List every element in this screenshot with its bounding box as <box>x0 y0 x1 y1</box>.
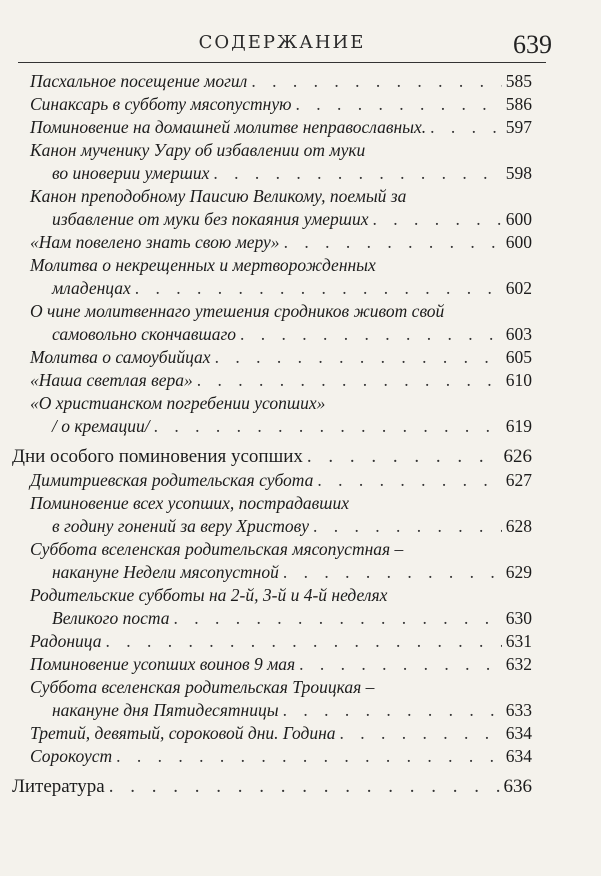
toc-entry-page: 628 <box>505 516 532 536</box>
leader-dots <box>174 607 502 630</box>
toc-entry-title: Молитва о некрещенных и мертворожденных <box>30 255 376 275</box>
toc-entry <box>30 139 532 185</box>
toc-line <box>30 653 532 676</box>
toc-entry-page: 600 <box>505 232 532 252</box>
toc-line <box>30 722 532 745</box>
toc-entry-title: Суббота вселенская родительская мясопустная – <box>30 539 404 559</box>
toc-entry-title: во иноверии умерших <box>52 163 210 183</box>
toc-entry <box>30 538 532 584</box>
leader-dots <box>313 515 502 538</box>
toc-entry-title: Суббота вселенская родительская Троицкая – <box>30 677 375 697</box>
toc-entry-page: 632 <box>505 654 532 674</box>
toc-entry-page: 585 <box>505 71 532 91</box>
toc-line <box>12 444 532 469</box>
toc-entry-title: Молитва о самоубийцах <box>30 347 211 367</box>
toc-entry-page: 586 <box>505 94 532 114</box>
leader-dots <box>154 415 502 438</box>
toc-entry-page: 619 <box>505 416 532 436</box>
toc-line <box>30 300 532 323</box>
toc-line <box>30 676 532 699</box>
leader-dots <box>430 116 502 139</box>
header-title: СОДЕРЖАНИЕ <box>198 32 366 53</box>
toc-line <box>30 185 532 208</box>
toc-entry-title: Радоница <box>30 631 102 651</box>
leader-dots <box>240 323 502 346</box>
toc-entry-page: 629 <box>505 562 532 582</box>
header-page-number: 639 <box>513 30 552 59</box>
toc-entry-title: накануне Недели мясопустной <box>52 562 279 582</box>
toc-entry-title: Пасхальное посещение могил <box>30 71 248 91</box>
toc-entry-page: 598 <box>505 163 532 183</box>
leader-dots <box>307 444 500 469</box>
toc-line <box>30 346 532 369</box>
toc-entry <box>30 116 532 139</box>
toc-line <box>30 392 532 415</box>
toc-entry <box>30 346 532 369</box>
leader-dots <box>283 699 502 722</box>
running-header <box>18 22 552 62</box>
toc-line <box>30 231 532 254</box>
leader-dots <box>373 208 502 231</box>
leader-dots <box>295 93 501 116</box>
leader-dots <box>215 346 502 369</box>
leader-dots <box>135 277 502 300</box>
toc-line <box>30 70 532 93</box>
toc-entry-page: 627 <box>505 470 532 490</box>
toc-entry <box>30 492 532 538</box>
toc-entry-title: избавление от муки без покаяния умерших <box>52 209 369 229</box>
toc-entry-title: О чине молитвеннаго утешения сродников живот свой <box>30 301 445 321</box>
toc-entry-title: / о кремации/ <box>52 416 150 436</box>
toc-entry-title: Поминовение всех усопших, пострадавших <box>30 493 349 513</box>
toc-line <box>30 369 532 392</box>
toc-line <box>30 277 532 300</box>
toc-entry-page: 603 <box>505 324 532 344</box>
toc-entry <box>12 768 532 799</box>
toc-line <box>30 323 532 346</box>
toc-line <box>30 538 532 561</box>
toc-entry-title: «Наша светлая вера» <box>30 370 193 390</box>
toc-entry <box>30 676 532 722</box>
leader-dots <box>116 745 502 768</box>
toc-entry-page: 634 <box>505 723 532 743</box>
toc-entry-page: 597 <box>505 117 532 137</box>
toc-entry <box>30 584 532 630</box>
toc-entry <box>30 254 532 300</box>
toc-entry-title: накануне дня Пятидесятницы <box>52 700 279 720</box>
toc-entry <box>30 630 532 653</box>
toc-entry-page: 610 <box>505 370 532 390</box>
toc-entry-title: Поминовение усопших воинов 9 мая <box>30 654 296 674</box>
toc-entry <box>30 392 532 438</box>
toc-entry-page: 630 <box>505 608 532 628</box>
toc-entry <box>30 469 532 492</box>
toc-entry <box>30 369 532 392</box>
header-rule <box>18 62 546 63</box>
toc-line <box>30 469 532 492</box>
toc-line <box>30 607 532 630</box>
toc-line <box>12 774 532 799</box>
toc-entry-page: 636 <box>503 776 532 797</box>
toc-entry <box>30 653 532 676</box>
toc-entry-title: Родительские субботы на 2-й, 3-й и 4-й неделях <box>30 585 388 605</box>
table-of-contents <box>12 70 532 799</box>
toc-entry <box>30 185 532 231</box>
toc-entry <box>12 438 532 469</box>
toc-line <box>30 208 532 231</box>
toc-line <box>30 492 532 515</box>
toc-entry-page: 602 <box>505 278 532 298</box>
toc-entry-page: 600 <box>505 209 532 229</box>
toc-entry-title: Димитриевская родительская субота <box>30 470 314 490</box>
toc-line <box>30 139 532 162</box>
toc-entry-title: «Нам повелено знать свою меру» <box>30 232 280 252</box>
toc-entry <box>30 300 532 346</box>
toc-entry <box>30 722 532 745</box>
leader-dots <box>213 162 501 185</box>
toc-line <box>30 515 532 538</box>
toc-line <box>30 415 532 438</box>
toc-entry <box>30 231 532 254</box>
toc-entry-title: самовольно скончавшаго <box>52 324 237 344</box>
toc-line <box>30 699 532 722</box>
toc-entry <box>30 70 532 93</box>
toc-entry-title: Канон преподобному Паисию Великому, поемый за <box>30 186 407 206</box>
toc-entry-title: «О христианском погребении усопших» <box>30 393 326 413</box>
leader-dots <box>197 369 502 392</box>
leader-dots <box>251 70 501 93</box>
toc-entry-page: 634 <box>505 746 532 766</box>
leader-dots <box>299 653 502 676</box>
toc-entry-title: Великого поста <box>52 608 170 628</box>
toc-entry-title: Дни особого поминовения усопших <box>12 446 303 467</box>
toc-entry-title: Синаксарь в субботу мясопустную <box>30 94 292 114</box>
leader-dots <box>106 630 502 653</box>
toc-entry-page: 626 <box>503 446 532 467</box>
leader-dots <box>283 561 502 584</box>
toc-entry-page: 605 <box>505 347 532 367</box>
toc-entry-title: Литература <box>12 776 105 797</box>
toc-line <box>30 93 532 116</box>
toc-entry-title: Поминовение на домашней молитве неправославных. <box>30 117 427 137</box>
toc-line <box>30 630 532 653</box>
toc-line <box>30 162 532 185</box>
toc-entry-title: Третий, девятый, сороковой дни. Година <box>30 723 336 743</box>
toc-line <box>30 745 532 768</box>
toc-entry <box>30 93 532 116</box>
toc-entry-title: Канон мученику Уару об избавлении от муки <box>30 140 366 160</box>
toc-line <box>30 254 532 277</box>
leader-dots <box>284 231 502 254</box>
leader-dots <box>340 722 502 745</box>
toc-line <box>30 116 532 139</box>
toc-entry-title: младенцах <box>52 278 131 298</box>
toc-entry-page: 633 <box>505 700 532 720</box>
toc-entry <box>30 745 532 768</box>
toc-line <box>30 561 532 584</box>
toc-entry-title: Сорокоуст <box>30 746 113 766</box>
toc-entry-page: 631 <box>505 631 532 651</box>
toc-entry-title: в годину гонений за веру Христову <box>52 516 310 536</box>
toc-line <box>30 584 532 607</box>
leader-dots <box>317 469 501 492</box>
leader-dots <box>109 774 500 799</box>
